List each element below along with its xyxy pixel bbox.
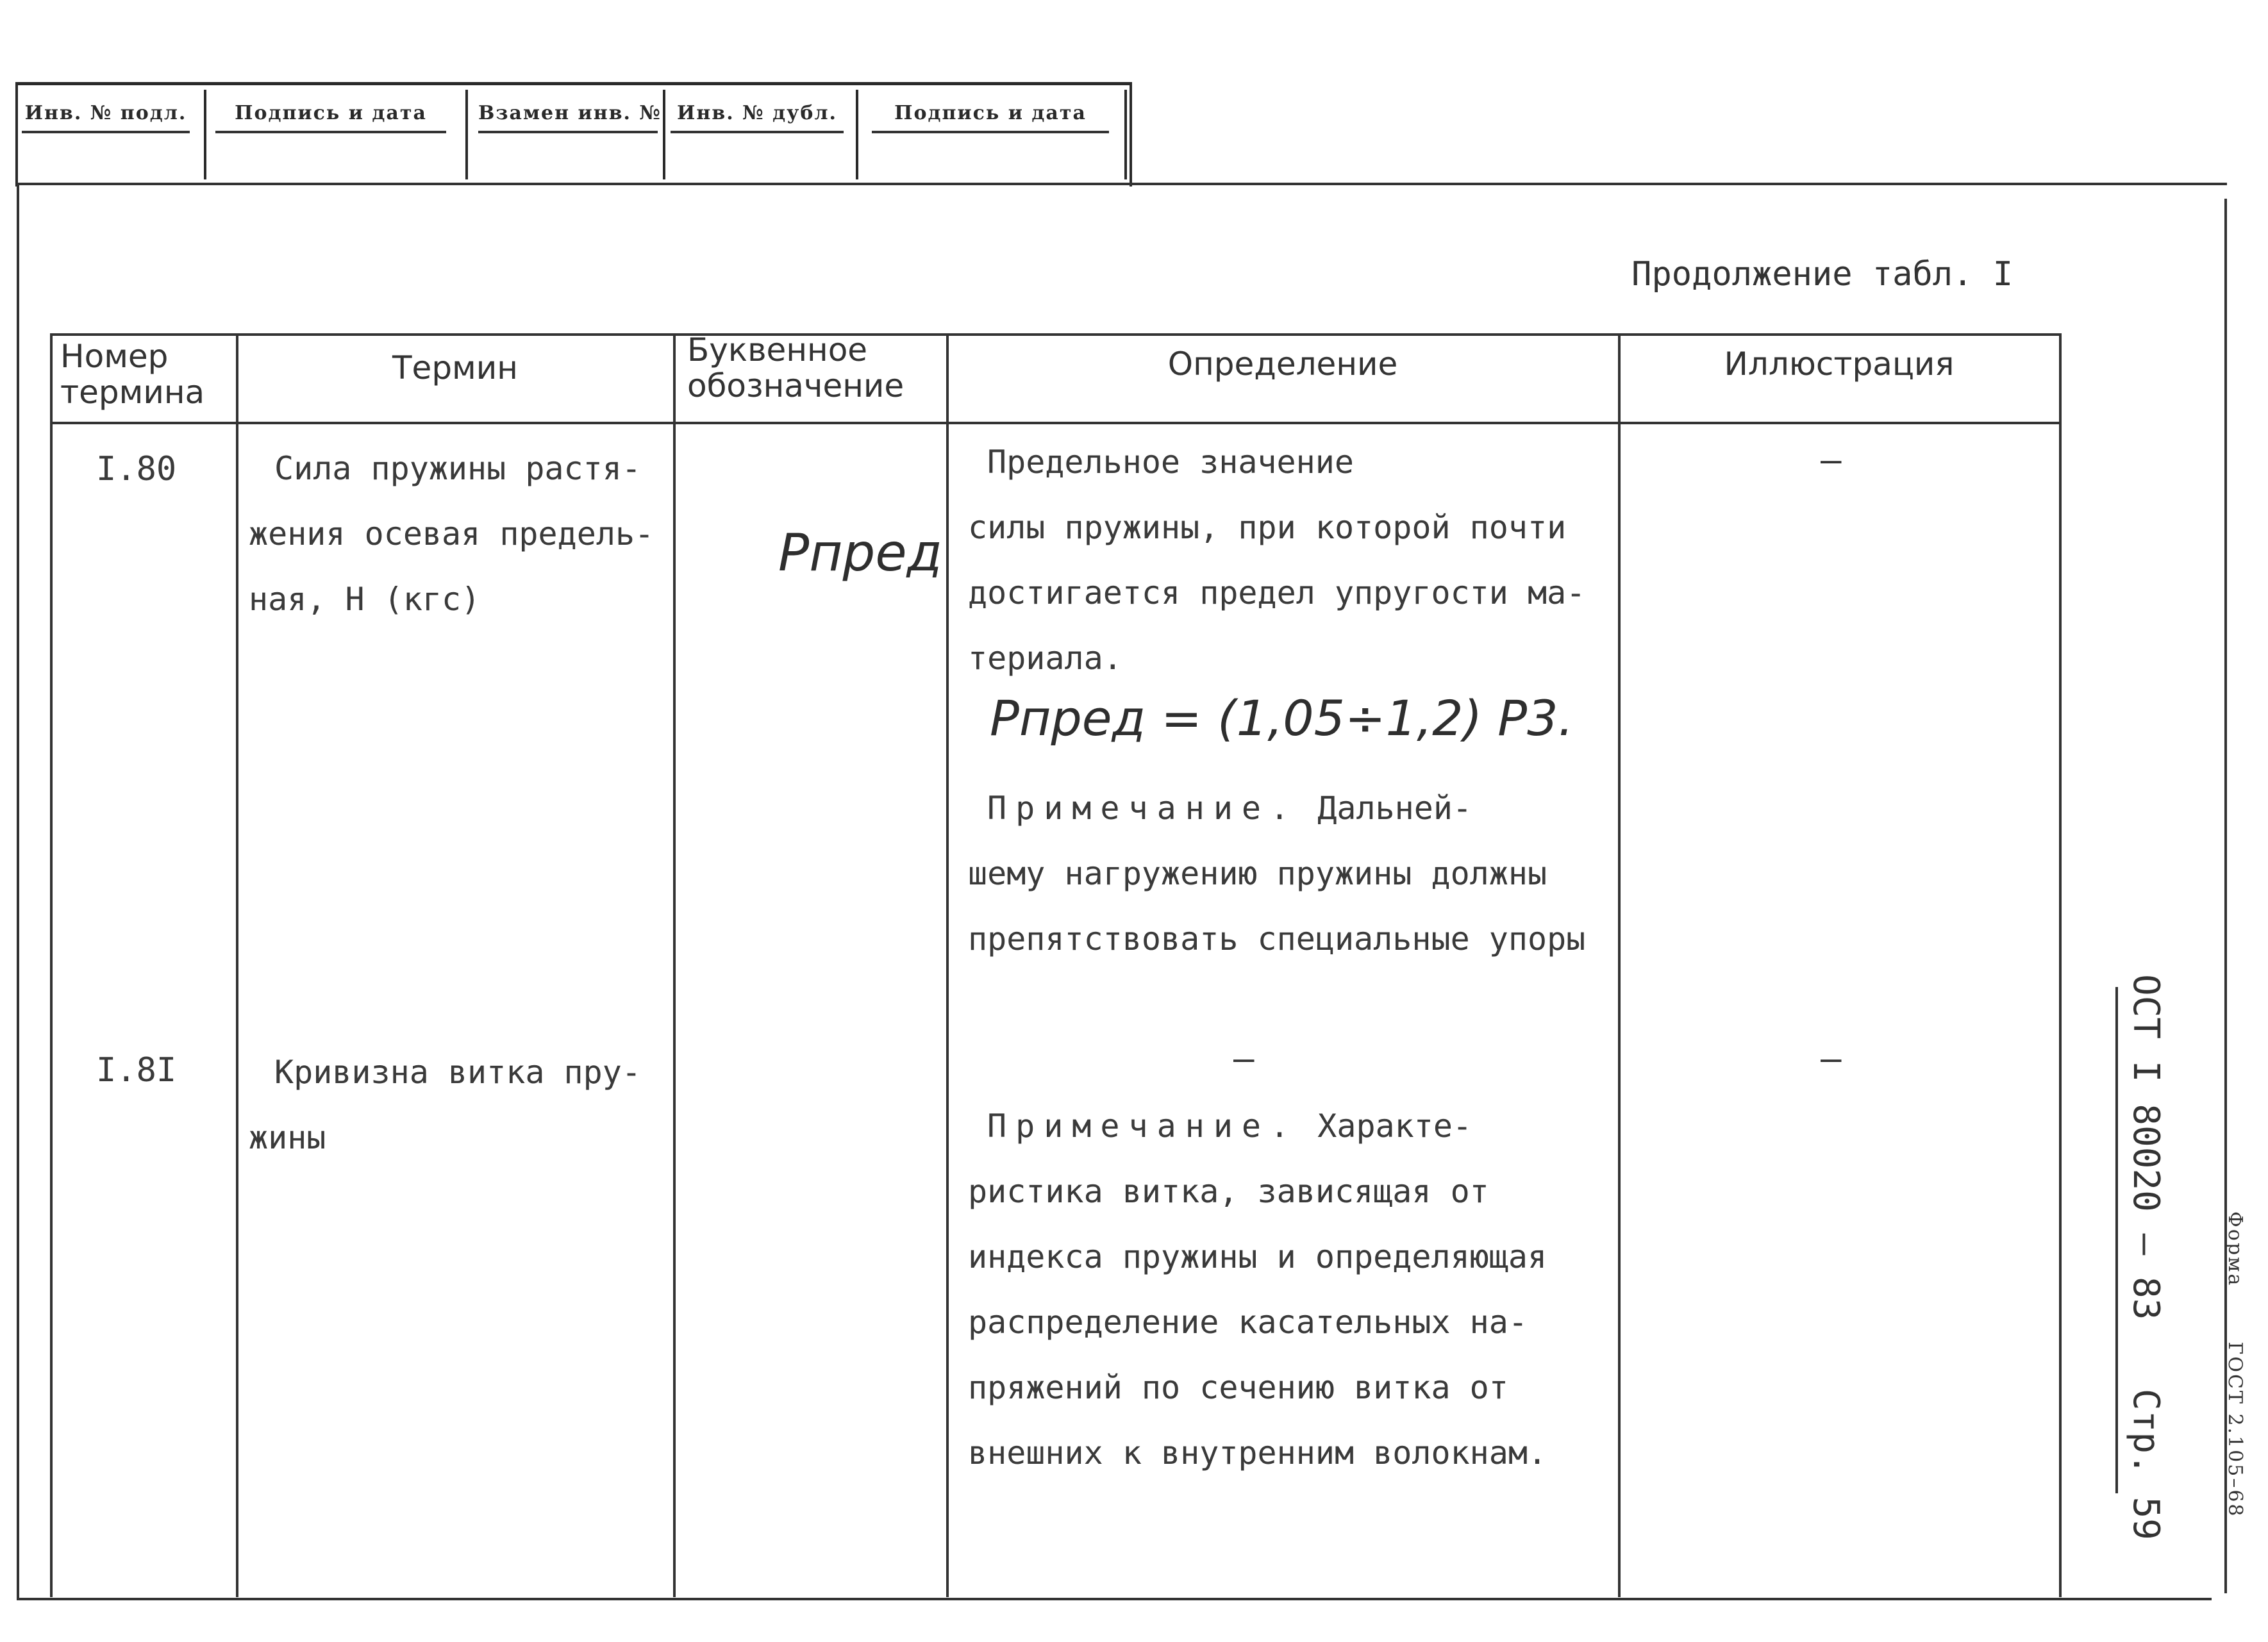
note-label: Примечание. <box>987 1107 1299 1145</box>
header-illustration: Иллюстрация <box>1724 345 1955 383</box>
frame-bottom-border <box>17 1598 2212 1600</box>
note-line: шему нагружению пружины должны <box>968 855 1547 892</box>
row-2-illustration: – <box>1821 1038 1842 1079</box>
stamp-divider <box>663 90 665 179</box>
table-header-divider <box>50 422 2060 424</box>
row-1-illustration: – <box>1821 440 1842 480</box>
note-label: Примечание. <box>987 790 1299 827</box>
note-line: индекса пружины и определяющая <box>968 1238 1547 1275</box>
stamp-divider <box>465 90 468 179</box>
header-letter-line1: Буквенное <box>687 331 868 369</box>
definition-line: Предельное значение <box>987 444 1354 481</box>
table-top-border <box>50 333 2060 336</box>
row-2-number: I.8I <box>96 1051 177 1090</box>
note-line: пряжений по сечению витка от <box>968 1369 1508 1406</box>
frame-top-border <box>17 183 2227 185</box>
definition-line: силы пружины, при которой почти <box>968 509 1567 546</box>
stamp-vzamen-inv-label: Взамен инв. № <box>478 96 658 133</box>
header-number-line2: термина <box>60 374 205 411</box>
term-line: Кривизна витка пру- <box>274 1054 641 1091</box>
table-continuation-caption: Продолжение табл. I <box>1631 255 2013 294</box>
definition-line: достигается предел упругости ма- <box>968 574 1586 611</box>
note-line: препятствовать специальные упоры <box>968 920 1586 958</box>
stamp-inv-podl-label: Инв. № подл. <box>22 96 190 133</box>
row-1-number: I.80 <box>96 450 177 488</box>
stamp-divider <box>204 90 206 179</box>
row-2-note <box>968 1093 1547 1486</box>
row-2-definition-dash: – <box>1233 1038 1255 1079</box>
term-line: жины <box>249 1119 326 1156</box>
row-1-note <box>968 775 1585 972</box>
note-line: распределение касательных на- <box>968 1304 1528 1341</box>
header-number-line1: Номер <box>60 338 169 375</box>
term-line: жения осевая предель- <box>249 515 655 552</box>
stamp-podpis-data-label: Подпись и дата <box>215 96 446 133</box>
form-standard-note <box>2224 1211 2246 1518</box>
table-column-border <box>50 333 53 1597</box>
table-column-border <box>236 333 238 1597</box>
term-line: Сила пружины растя- <box>274 450 641 487</box>
frame-left-border <box>17 183 19 1600</box>
definition-line: териала. <box>968 640 1122 677</box>
row-2-term <box>249 1040 641 1170</box>
stamp-divider <box>1124 90 1127 179</box>
page-number: Стр. 59 <box>2125 1388 2167 1540</box>
ost-number: ОСТ I 80020 – 83 <box>2125 974 2167 1320</box>
designation-bar <box>2115 987 2118 1493</box>
row-1-symbol: Pпред <box>778 523 942 583</box>
header-term: Термин <box>392 349 518 386</box>
header-letter-designation <box>687 332 904 404</box>
stamp-divider <box>856 90 858 179</box>
table-column-border <box>2059 333 2062 1597</box>
table-column-border <box>946 333 949 1597</box>
document-designation <box>2125 974 2167 1540</box>
stamp-inv-dubl-label: Инв. № дубл. <box>671 96 844 133</box>
table-column-border <box>1618 333 1621 1597</box>
row-1-definition <box>968 429 1585 691</box>
note-line: ристика витка, зависящая от <box>968 1173 1489 1210</box>
note-line: Характе- <box>1317 1107 1472 1145</box>
header-number <box>60 338 204 410</box>
table-column-border <box>673 333 676 1597</box>
stamp-podpis-data-label-2: Подпись и дата <box>872 96 1109 133</box>
forma-label: Форма <box>2224 1211 2246 1288</box>
header-letter-line2: обозначение <box>687 367 905 404</box>
header-definition: Определение <box>1167 345 1398 383</box>
row-1-formula: Pпред = (1,05÷1,2) P3. <box>990 690 1574 747</box>
row-1-term <box>249 436 654 632</box>
note-line: внешних к внутренним волокнам. <box>968 1434 1547 1472</box>
term-line: ная, Н (кгс) <box>249 581 481 618</box>
note-line: Дальней- <box>1317 790 1472 827</box>
gost-label: ГОСТ 2.105–68 <box>2224 1341 2246 1518</box>
